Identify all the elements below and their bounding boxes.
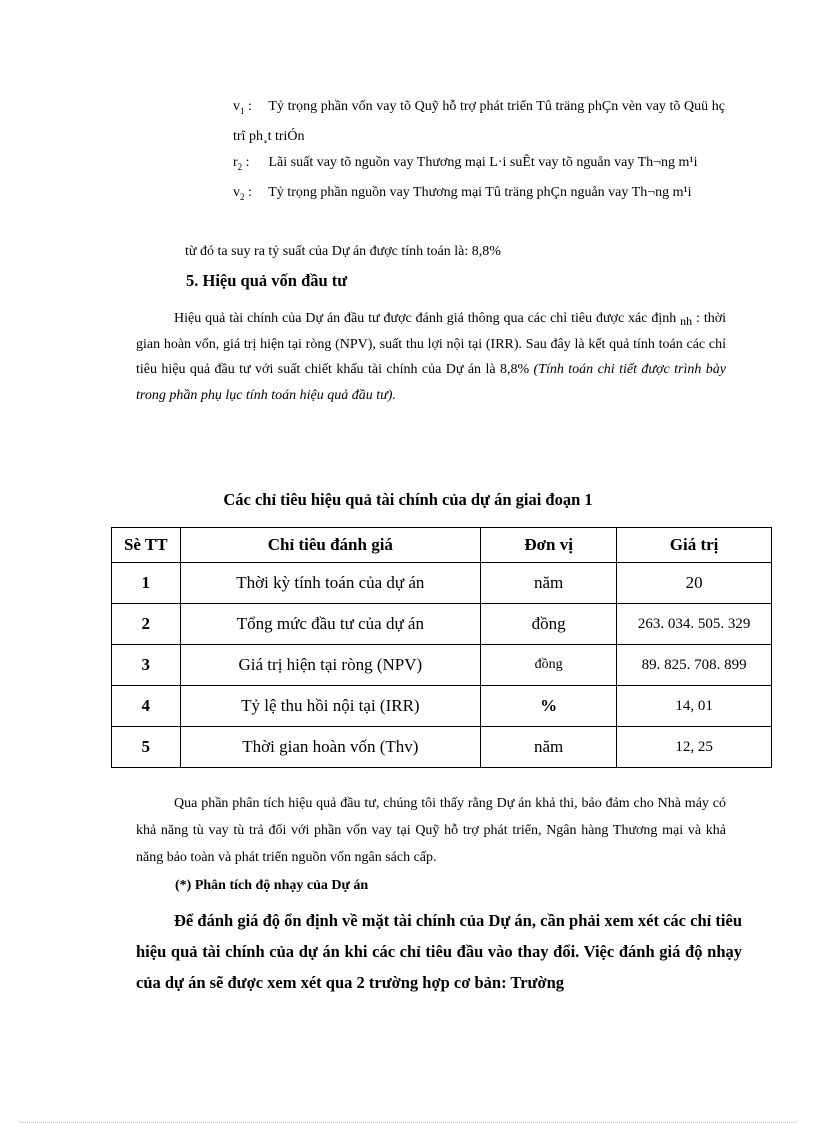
table-row (112, 727, 772, 768)
indicator-name: Giá trị hiện tại ròng (NPV) (180, 645, 481, 686)
symbol-v1: $v_1$ : (233, 99, 252, 116)
indicator-name: Tổng mức đầu tư của dự án (180, 604, 481, 645)
symbol-v2: $v_2$ : (233, 185, 252, 202)
symbol-r2: $r_2$ : (233, 154, 250, 172)
rate-conclusion: từ đó ta suy ra tỷ suất của Dự án được tính toán là: 8,8% (185, 244, 501, 259)
sensitivity-subheading: (*) Phân tích độ nhạy của Dự án (175, 878, 369, 893)
indicator-value: 263. 034. 505. 329 (617, 604, 772, 645)
indicator-value: 12, 25 (617, 727, 772, 768)
header-no: Sè TT (112, 528, 181, 563)
definition-text: Lãi suất vay tõ nguồn vay Thương mại L·i suÊt vay tõ nguån vay Th¬ng m¹i (268, 154, 698, 170)
indicator-unit: % (481, 686, 617, 727)
header-indicator: Chỉ tiêu đánh giá (180, 528, 481, 563)
indicator-name: Tỷ lệ thu hồi nội tại (IRR) (180, 686, 481, 727)
indicator-name: Thời gian hoàn vốn (Thv) (180, 727, 481, 768)
row-number: 4 (112, 686, 181, 727)
indicator-unit: đồng (481, 604, 617, 645)
table-row (112, 604, 772, 645)
definition-text: Tỷ trọng phần vốn vay tõ Quỹ hỗ trợ phát triển Tû träng phÇn vèn vay tõ Quü hç trî ph¸t triÓn (233, 99, 726, 145)
table-title: Các chỉ tiêu hiệu quả tài chính của dự án giai đoạn 1 (223, 490, 593, 509)
definition-v2 (233, 180, 725, 210)
indicator-unit: năm (481, 563, 617, 604)
table-row (112, 645, 772, 686)
appendix-note: (Tính toán chi tiết được trình bày trong phần phụ lục tính toán hiệu quả đầu tư). (136, 362, 726, 403)
conclusion-paragraph: Qua phần phân tích hiệu quả đầu tư, chúng tôi thấy rằng Dự án khả thi, bảo đảm cho Nhà máy có khả năng tù vay tù trả đối với phần vốn vay tại Quỹ hỗ trợ phát triển, Ngân hàng Thương mại và khả năng bảo toàn và phát triển nguồn vốn ngân sách cấp. (136, 796, 726, 865)
row-number: 1 (112, 563, 181, 604)
indicator-name: Thời kỳ tính toán của dự án (180, 563, 481, 604)
section-heading: 5. Hiệu quả vốn đầu tư (186, 271, 348, 290)
definition-text: Tỷ trọng phần nguồn vay Thương mại Tû träng phÇn nguån vay Th¬ng m¹i (268, 185, 692, 201)
row-number: 5 (112, 727, 181, 768)
indicator-value: 89. 825. 708. 899 (617, 645, 772, 686)
indicator-unit: đồng (481, 645, 617, 686)
table-row (112, 686, 772, 727)
financial-indicators-table (111, 527, 772, 768)
table-header-row (112, 528, 772, 563)
indicator-value: 14, 01 (617, 686, 772, 727)
table-row (112, 563, 772, 604)
definition-r2 (233, 150, 725, 180)
header-value: Giá trị (617, 528, 772, 563)
sensitivity-paragraph: Để đánh giá độ ổn định về mặt tài chính của Dự án, cần phải xem xét các chỉ tiêu hiệu quả tài chính của dự án khi các chỉ tiêu đầu vào thay đổi. Việc đánh giá độ nhạy của dự án sẽ được xem xét qua 2 trường hợp cơ bản: Trường (136, 911, 742, 992)
row-number: 3 (112, 645, 181, 686)
indicator-value: 20 (617, 563, 772, 604)
row-number: 2 (112, 604, 181, 645)
effectiveness-paragraph: Hiệu quả tài chính của Dự án đầu tư được đánh giá thông qua các chỉ tiêu được xác định nh : thời gian hoàn vốn, giá trị hiện tại ròng (NPV), suất thu lợi nội tại (IRR). Sau đây là kết quả tính toán các chỉ tiêu hiệu quả đầu tư với suất chiết khấu tài chính của Dự án là 8,8% (Tính toán chi tiết được trình bày trong phần phụ lục tính toán hiệu quả đầu tư). (136, 311, 726, 403)
header-unit: Đơn vị (481, 528, 617, 563)
indicator-unit: năm (481, 727, 617, 768)
definition-v1 (233, 94, 725, 150)
variable-definitions (233, 94, 725, 210)
